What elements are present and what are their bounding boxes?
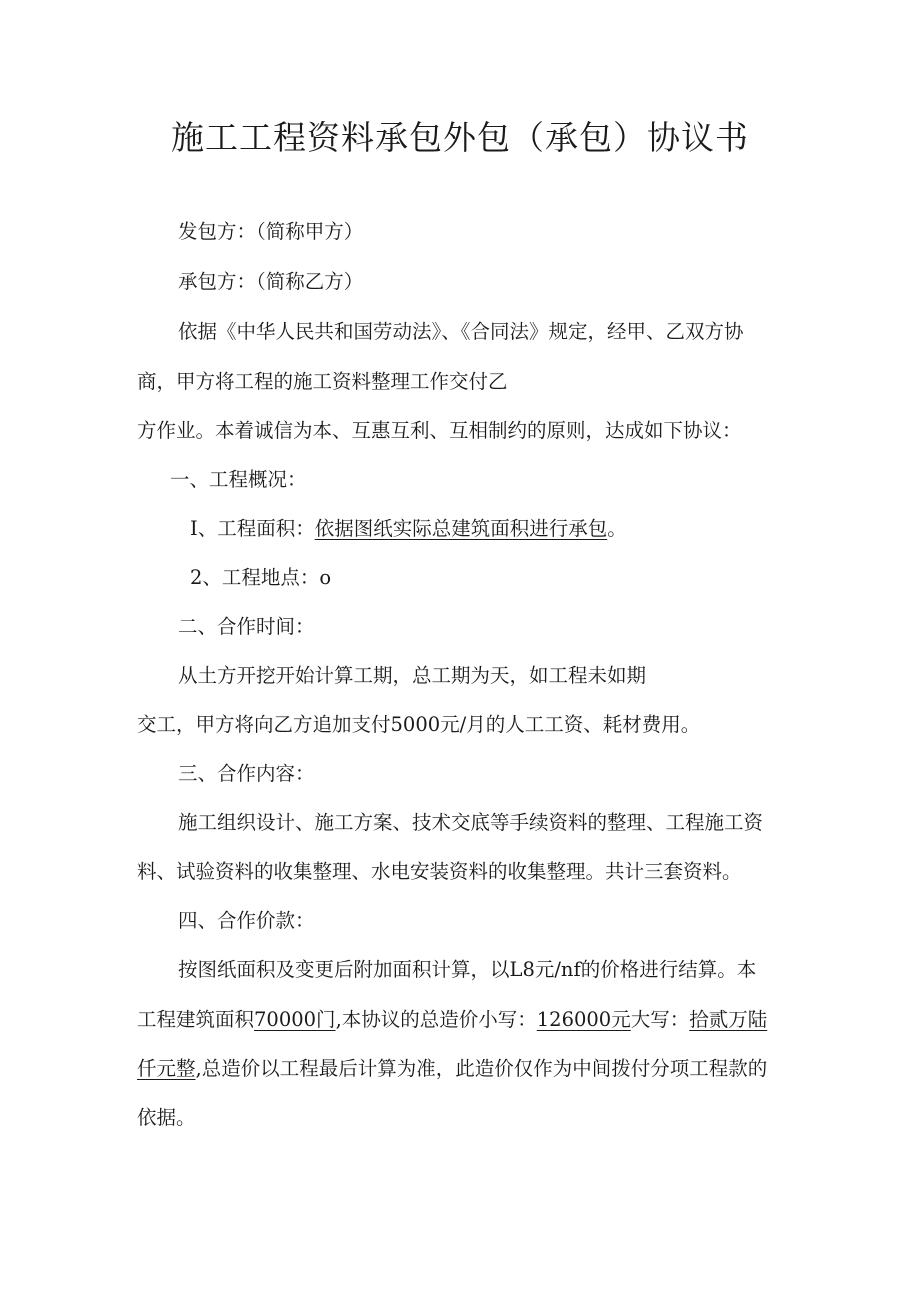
total-price-words-part1: 拾贰万陆 bbox=[689, 1008, 768, 1031]
section4-line-3 bbox=[137, 1059, 767, 1079]
building-area-value: 70000门 bbox=[254, 1008, 336, 1031]
section4-line-2 bbox=[137, 1010, 767, 1030]
section2-line-1: 从土方开挖开始计算工期，总工期为天，如工程未如期 bbox=[178, 664, 647, 687]
section1-item1 bbox=[190, 519, 627, 539]
section4-line-3-rest: ,总造价以工程最后计算为准，此造价仅作为中间拨付分项工程款的 bbox=[195, 1057, 768, 1080]
words-label: 大写： bbox=[630, 1008, 690, 1031]
section1-heading: 一、工程概况： bbox=[170, 468, 307, 491]
section4-line-1: 按图纸面积及变更后附加面积计算，以L8元/nf的价格进行结算。本 bbox=[178, 958, 757, 981]
section3-line-1: 施工组织设计、施工方案、技术交底等手续资料的整理、工程施工资 bbox=[178, 811, 764, 834]
section2-heading: 二、合作时间： bbox=[178, 615, 315, 638]
section4-heading: 四、合作价款： bbox=[178, 909, 315, 932]
intro-line-2: 商，甲方将工程的施工资料整理工作交付乙 bbox=[137, 370, 508, 393]
item1-value: 依据图纸实际总建筑面积进行承包 bbox=[314, 517, 608, 540]
employer-line: 发包方：（简称甲方） bbox=[178, 220, 364, 243]
intro-line-1: 依据《中华人民共和国劳动法》、《合同法》规定，经甲、乙双方协 bbox=[178, 320, 744, 343]
section3-heading: 三、合作内容： bbox=[178, 762, 315, 785]
item1-label: I、工程面积： bbox=[190, 517, 315, 540]
contractor-line: 承包方：（简称乙方） bbox=[178, 270, 364, 293]
section4-line-4: 依据。 bbox=[137, 1106, 196, 1129]
total-price-label: ,本协议的总造价小写： bbox=[335, 1008, 537, 1031]
section2-line-2: 交工，甲方将向乙方追加支付5000元/月的人工工资、耗材费用。 bbox=[137, 713, 701, 736]
total-price-words-part2: 仟元整 bbox=[137, 1057, 196, 1080]
area-label: 工程建筑面积 bbox=[137, 1008, 255, 1031]
section3-line-2: 料、试验资料的收集整理、水电安装资料的收集整理。共计三套资料。 bbox=[137, 860, 742, 883]
section1-item2: 2、工程地点：o bbox=[190, 566, 332, 589]
document-title: 施工工程资料承包外包（承包）协议书 bbox=[171, 118, 749, 157]
intro-line-3: 方作业。本着诚信为本、互惠互利、互相制约的原则，达成如下协议： bbox=[137, 419, 742, 442]
item1-end: 。 bbox=[607, 517, 627, 540]
total-price-amount: 126000元 bbox=[536, 1008, 631, 1031]
